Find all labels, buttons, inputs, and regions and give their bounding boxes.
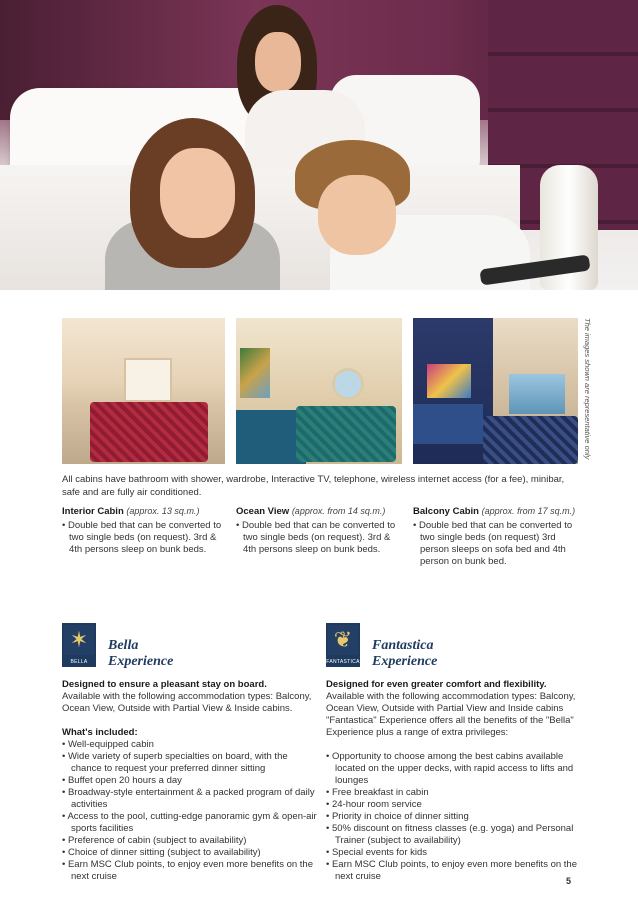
cabin-size: (approx. from 17 sq.m.) <box>481 506 576 516</box>
page-number: 5 <box>566 876 572 886</box>
list-item: • Opportunity to choose among the best cabins available located on the upper decks, with rapid access to lifts and lounges <box>326 751 584 787</box>
balcony-cabin-photo <box>413 318 578 464</box>
fantastica-body <box>326 679 584 883</box>
ocean-view-cabin-photo <box>236 318 402 464</box>
fantastica-benefits-list <box>326 751 584 883</box>
fantastica-lead: Designed for even greater comfort and flexibility. <box>326 679 547 690</box>
cabin-bullet: • Double bed that can be converted to two single beds (on request). 3rd & 4th persons sleep on bunk beds. <box>62 520 222 555</box>
list-item: • Broadway-style entertainment & a packed program of daily activities <box>62 787 320 811</box>
bella-title: Bella Experience <box>108 638 174 669</box>
interior-cabin-photo <box>62 318 225 464</box>
list-item: • Preference of cabin (subject to availability) <box>62 835 320 847</box>
list-item: • Earn MSC Club points, to enjoy even more benefits on the next cruise <box>62 859 320 883</box>
list-item: • 24-hour room service <box>326 799 584 811</box>
cabin-amenities-intro: All cabins have bathroom with shower, wardrobe, Interactive TV, telephone, wireless internet access (for a fee), minibar, safe and are fully air conditioned. <box>62 474 565 498</box>
fantastica-availability: Available with the following accommodation types: Balcony, Ocean View, Outside with Partial View and Inside cabins "Fantastica" Experience offers all the benefits of the "Bella" Experience plus a range of extra privileges: <box>326 691 576 738</box>
hero-family-photo <box>0 0 638 290</box>
bella-logo <box>62 623 96 667</box>
cabin-size: (approx. 13 sq.m.) <box>126 506 200 516</box>
bella-benefits-list <box>62 739 320 883</box>
list-item: • Choice of dinner sitting (subject to availability) <box>62 847 320 859</box>
fantastica-logo <box>326 623 360 667</box>
included-heading: What's included: <box>62 727 138 738</box>
bella-lead: Designed to ensure a pleasant stay on board. <box>62 679 267 690</box>
list-item: • Well-equipped cabin <box>62 739 320 751</box>
list-item: • Wide variety of superb specialties on board, with the chance to request your preferred dinner sitting <box>62 751 320 775</box>
list-item: • Priority in choice of dinner sitting <box>326 811 584 823</box>
bella-availability: Available with the following accommodation types: Balcony, Ocean View, Outside with Partial View & Inside cabins. <box>62 691 312 714</box>
interior-cabin-info <box>62 505 222 556</box>
list-item: • Access to the pool, cutting-edge panoramic gym & open-air sports facilities <box>62 811 320 835</box>
ocean-view-info <box>236 505 396 556</box>
list-item: • Special events for kids <box>326 847 584 859</box>
coral-icon: ❦ <box>328 625 358 655</box>
badge-label: FANTASTICA <box>326 659 360 665</box>
list-item: • Earn MSC Club points, to enjoy even more benefits on the next cruise <box>326 859 584 883</box>
cabin-title: Ocean View <box>236 506 290 517</box>
cabin-title: Balcony Cabin <box>413 506 479 517</box>
photo-disclaimer: The images shown are representative only <box>583 318 592 460</box>
list-item: • Free breakfast in cabin <box>326 787 584 799</box>
starfish-icon: ✶ <box>64 625 94 655</box>
bella-body <box>62 679 320 883</box>
cabin-size: (approx. from 14 sq.m.) <box>291 506 386 516</box>
cabin-title: Interior Cabin <box>62 506 124 517</box>
list-item: • Buffet open 20 hours a day <box>62 775 320 787</box>
list-item: • 50% discount on fitness classes (e.g. yoga) and Personal Trainer (subject to availability) <box>326 823 584 847</box>
fantastica-title: Fantastica Experience <box>372 638 438 669</box>
cabin-bullet: • Double bed that can be converted to two single beds (on request). 3rd & 4th persons sleep on bunk beds. <box>236 520 396 555</box>
balcony-cabin-info <box>413 505 578 568</box>
badge-label: BELLA <box>70 659 88 665</box>
cabin-bullet: • Double bed that can be converted to two single beds (on request) 3rd person sleeps on sofa bed and 4th person on bunk bed. <box>413 520 573 567</box>
